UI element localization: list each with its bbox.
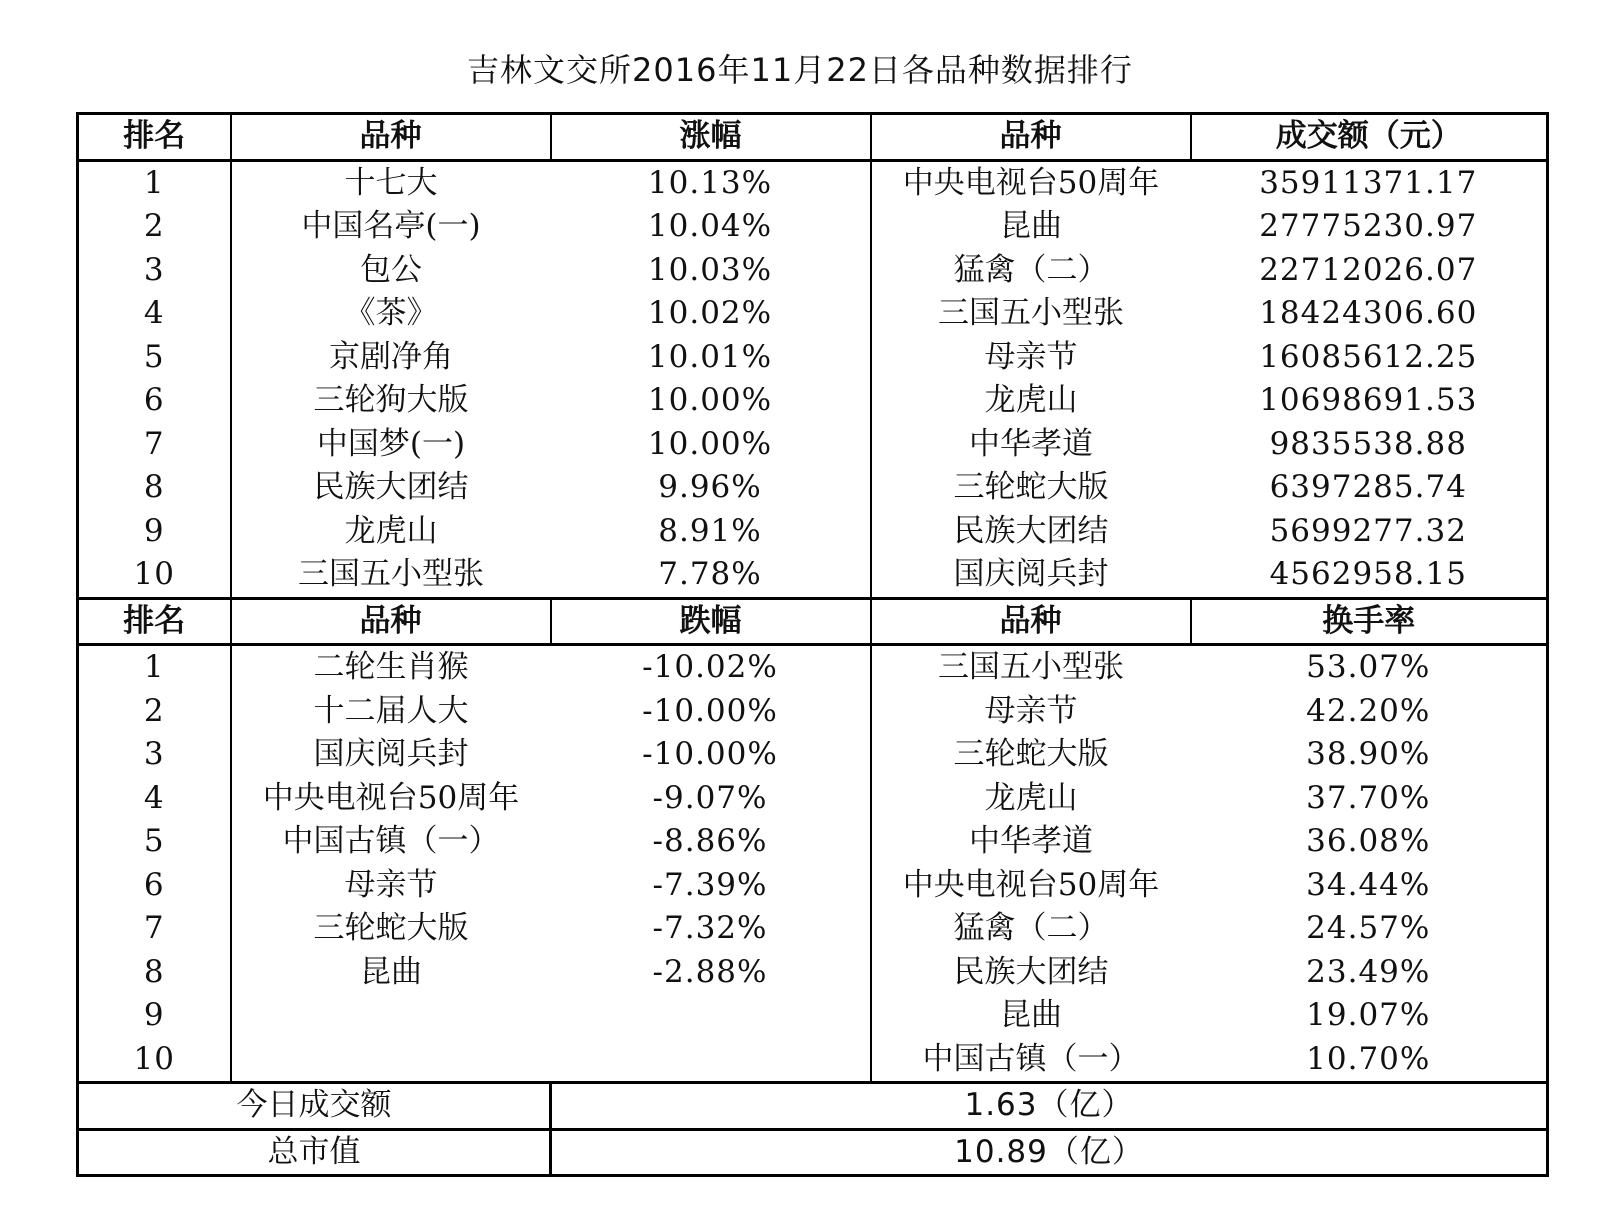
- header-variety: 品种: [871, 114, 1191, 161]
- turnover-rate-cell: 42.20%: [1191, 690, 1548, 734]
- volume-amount-cell: 35911371.17: [1191, 160, 1548, 205]
- rank-cell: 5: [78, 820, 231, 864]
- header-variety: 品种: [231, 598, 551, 645]
- header-gain: 涨幅: [551, 114, 871, 161]
- rank-cell: 8: [78, 466, 231, 510]
- gain-variety-cell: 中国名亭(一): [301, 208, 481, 245]
- table-row: [78, 864, 1548, 908]
- rank-cell: 6: [78, 379, 231, 423]
- rank-cell: 4: [78, 292, 231, 336]
- loss-variety-cell: 昆曲: [360, 953, 422, 990]
- rank-cell: 4: [78, 777, 231, 821]
- table-row: [78, 777, 1548, 821]
- rank-cell: 5: [78, 336, 231, 380]
- table-row: [78, 1038, 1548, 1083]
- turnover-variety-cell: 中国古镇（一）: [922, 1040, 1140, 1077]
- rank-cell: 7: [78, 423, 231, 467]
- volume-amount-cell: 10698691.53: [1191, 379, 1548, 423]
- gain-variety-cell: 十七大: [344, 164, 438, 201]
- header-turnover-rate: 换手率: [1191, 598, 1548, 645]
- volume-amount-cell: 22712026.07: [1191, 249, 1548, 293]
- loss-pct-cell: -9.07%: [551, 777, 871, 821]
- volume-variety-cell: 中华孝道: [969, 425, 1093, 462]
- turnover-variety-cell: 中央电视台50周年: [902, 866, 1160, 903]
- table-row: [78, 336, 1548, 380]
- header-variety: 品种: [871, 598, 1191, 645]
- rank-cell: 7: [78, 907, 231, 951]
- loss-pct-cell: -7.32%: [551, 907, 871, 951]
- turnover-rate-cell: 10.70%: [1191, 1038, 1548, 1083]
- turnover-variety-cell: 昆曲: [1000, 997, 1062, 1034]
- volume-amount-cell: 6397285.74: [1191, 466, 1548, 510]
- turnover-value: 1.63（亿）: [551, 1083, 1548, 1130]
- table-row: [78, 733, 1548, 777]
- loss-pct-cell: -8.86%: [551, 820, 871, 864]
- loss-variety-cell: 三轮蛇大版: [313, 910, 469, 947]
- market-cap-value: 10.89（亿）: [551, 1129, 1548, 1176]
- loss-variety-cell: 十二届人大: [313, 692, 469, 729]
- summary-market-cap-row: [78, 1129, 1548, 1176]
- loss-pct-cell: -10.00%: [551, 733, 871, 777]
- rank-cell: 2: [78, 690, 231, 734]
- turnover-label: 今日成交额: [78, 1083, 551, 1130]
- volume-variety-cell: 国庆阅兵封: [953, 556, 1109, 593]
- page-title: 吉林文交所2016年11月22日各品种数据排行: [467, 51, 1133, 89]
- volume-variety-cell: 中央电视台50周年: [902, 164, 1160, 201]
- loss-variety-cell: 国庆阅兵封: [313, 736, 469, 773]
- rank-cell: 10: [78, 553, 231, 598]
- turnover-variety-cell: 猛禽（二）: [953, 910, 1109, 947]
- volume-variety-cell: 民族大团结: [953, 512, 1109, 549]
- market-cap-label: 总市值: [78, 1129, 551, 1176]
- loss-pct-cell: -7.39%: [551, 864, 871, 908]
- loss-variety-cell: [231, 994, 551, 1038]
- turnover-variety-cell: 三轮蛇大版: [953, 736, 1109, 773]
- gain-pct-cell: 10.01%: [551, 336, 871, 380]
- gain-variety-cell: 三轮狗大版: [313, 382, 469, 419]
- turnover-rate-cell: 19.07%: [1191, 994, 1548, 1038]
- turnover-variety-cell: 民族大团结: [953, 953, 1109, 990]
- header-volume: 成交额（元）: [1191, 114, 1548, 161]
- rank-cell: 9: [78, 994, 231, 1038]
- table-row: [78, 379, 1548, 423]
- rank-cell: 6: [78, 864, 231, 908]
- ranking-table: [76, 112, 1549, 1177]
- gain-pct-cell: 10.02%: [551, 292, 871, 336]
- volume-variety-cell: 昆曲: [1000, 208, 1062, 245]
- turnover-variety-cell: 母亲节: [984, 692, 1078, 729]
- gain-variety-cell: 《茶》: [344, 295, 438, 332]
- turnover-rate-cell: 38.90%: [1191, 733, 1548, 777]
- gain-variety-cell: 京剧净角: [329, 338, 453, 375]
- gain-pct-cell: 8.91%: [551, 510, 871, 554]
- table-row: [78, 292, 1548, 336]
- summary-turnover-row: [78, 1083, 1548, 1130]
- loss-variety-cell: 二轮生肖猴: [313, 649, 469, 686]
- loss-pct-cell: -10.00%: [551, 690, 871, 734]
- volume-variety-cell: 猛禽（二）: [953, 251, 1109, 288]
- bottom-header-row: [78, 598, 1548, 645]
- rank-cell: 9: [78, 510, 231, 554]
- gain-pct-cell: 10.03%: [551, 249, 871, 293]
- turnover-rate-cell: 23.49%: [1191, 951, 1548, 995]
- turnover-rate-cell: 24.57%: [1191, 907, 1548, 951]
- gain-variety-cell: 龙虎山: [344, 512, 438, 549]
- header-loss: 跌幅: [551, 598, 871, 645]
- volume-variety-cell: 三国五小型张: [938, 295, 1124, 332]
- rank-cell: 3: [78, 249, 231, 293]
- table-row: [78, 820, 1548, 864]
- table-row: [78, 423, 1548, 467]
- loss-pct-cell: -10.02%: [551, 645, 871, 690]
- loss-pct-cell: [551, 994, 871, 1038]
- table-row: [78, 160, 1548, 205]
- table-row: [78, 205, 1548, 249]
- loss-variety-cell: [231, 1038, 551, 1083]
- table-row: [78, 907, 1548, 951]
- rank-cell: 10: [78, 1038, 231, 1083]
- rank-cell: 2: [78, 205, 231, 249]
- rank-cell: 1: [78, 645, 231, 690]
- turnover-variety-cell: 中华孝道: [969, 823, 1093, 860]
- volume-amount-cell: 9835538.88: [1191, 423, 1548, 467]
- loss-variety-cell: 中国古镇（一）: [282, 823, 500, 860]
- volume-variety-cell: 母亲节: [984, 338, 1078, 375]
- gain-variety-cell: 中国梦(一): [316, 425, 466, 462]
- loss-pct-cell: -2.88%: [551, 951, 871, 995]
- top-header-row: [78, 114, 1548, 161]
- gain-pct-cell: 10.04%: [551, 205, 871, 249]
- header-rank: 排名: [78, 114, 231, 161]
- turnover-rate-cell: 53.07%: [1191, 645, 1548, 690]
- gain-pct-cell: 9.96%: [551, 466, 871, 510]
- header-variety: 品种: [231, 114, 551, 161]
- volume-amount-cell: 16085612.25: [1191, 336, 1548, 380]
- turnover-rate-cell: 36.08%: [1191, 820, 1548, 864]
- turnover-variety-cell: 龙虎山: [984, 779, 1078, 816]
- gain-variety-cell: 包公: [360, 251, 422, 288]
- table-row: [78, 249, 1548, 293]
- table-row: [78, 994, 1548, 1038]
- rank-cell: 1: [78, 160, 231, 205]
- turnover-rate-cell: 34.44%: [1191, 864, 1548, 908]
- rank-cell: 3: [78, 733, 231, 777]
- loss-pct-cell: [551, 1038, 871, 1083]
- table-row: [78, 466, 1548, 510]
- volume-amount-cell: 18424306.60: [1191, 292, 1548, 336]
- table-row: [78, 645, 1548, 690]
- gain-pct-cell: 10.00%: [551, 423, 871, 467]
- gain-variety-cell: 三国五小型张: [298, 556, 484, 593]
- turnover-variety-cell: 三国五小型张: [938, 649, 1124, 686]
- table-row: [78, 690, 1548, 734]
- volume-amount-cell: 4562958.15: [1191, 553, 1548, 598]
- turnover-rate-cell: 37.70%: [1191, 777, 1548, 821]
- volume-variety-cell: 龙虎山: [984, 382, 1078, 419]
- loss-variety-cell: 母亲节: [344, 866, 438, 903]
- gain-variety-cell: 民族大团结: [313, 469, 469, 506]
- volume-amount-cell: 27775230.97: [1191, 205, 1548, 249]
- volume-variety-cell: 三轮蛇大版: [953, 469, 1109, 506]
- loss-variety-cell: 中央电视台50周年: [262, 779, 520, 816]
- table-row: [78, 510, 1548, 554]
- table-row: [78, 951, 1548, 995]
- gain-pct-cell: 10.13%: [551, 160, 871, 205]
- gain-pct-cell: 7.78%: [551, 553, 871, 598]
- volume-amount-cell: 5699277.32: [1191, 510, 1548, 554]
- gain-pct-cell: 10.00%: [551, 379, 871, 423]
- table-row: [78, 553, 1548, 598]
- rank-cell: 8: [78, 951, 231, 995]
- header-rank: 排名: [78, 598, 231, 645]
